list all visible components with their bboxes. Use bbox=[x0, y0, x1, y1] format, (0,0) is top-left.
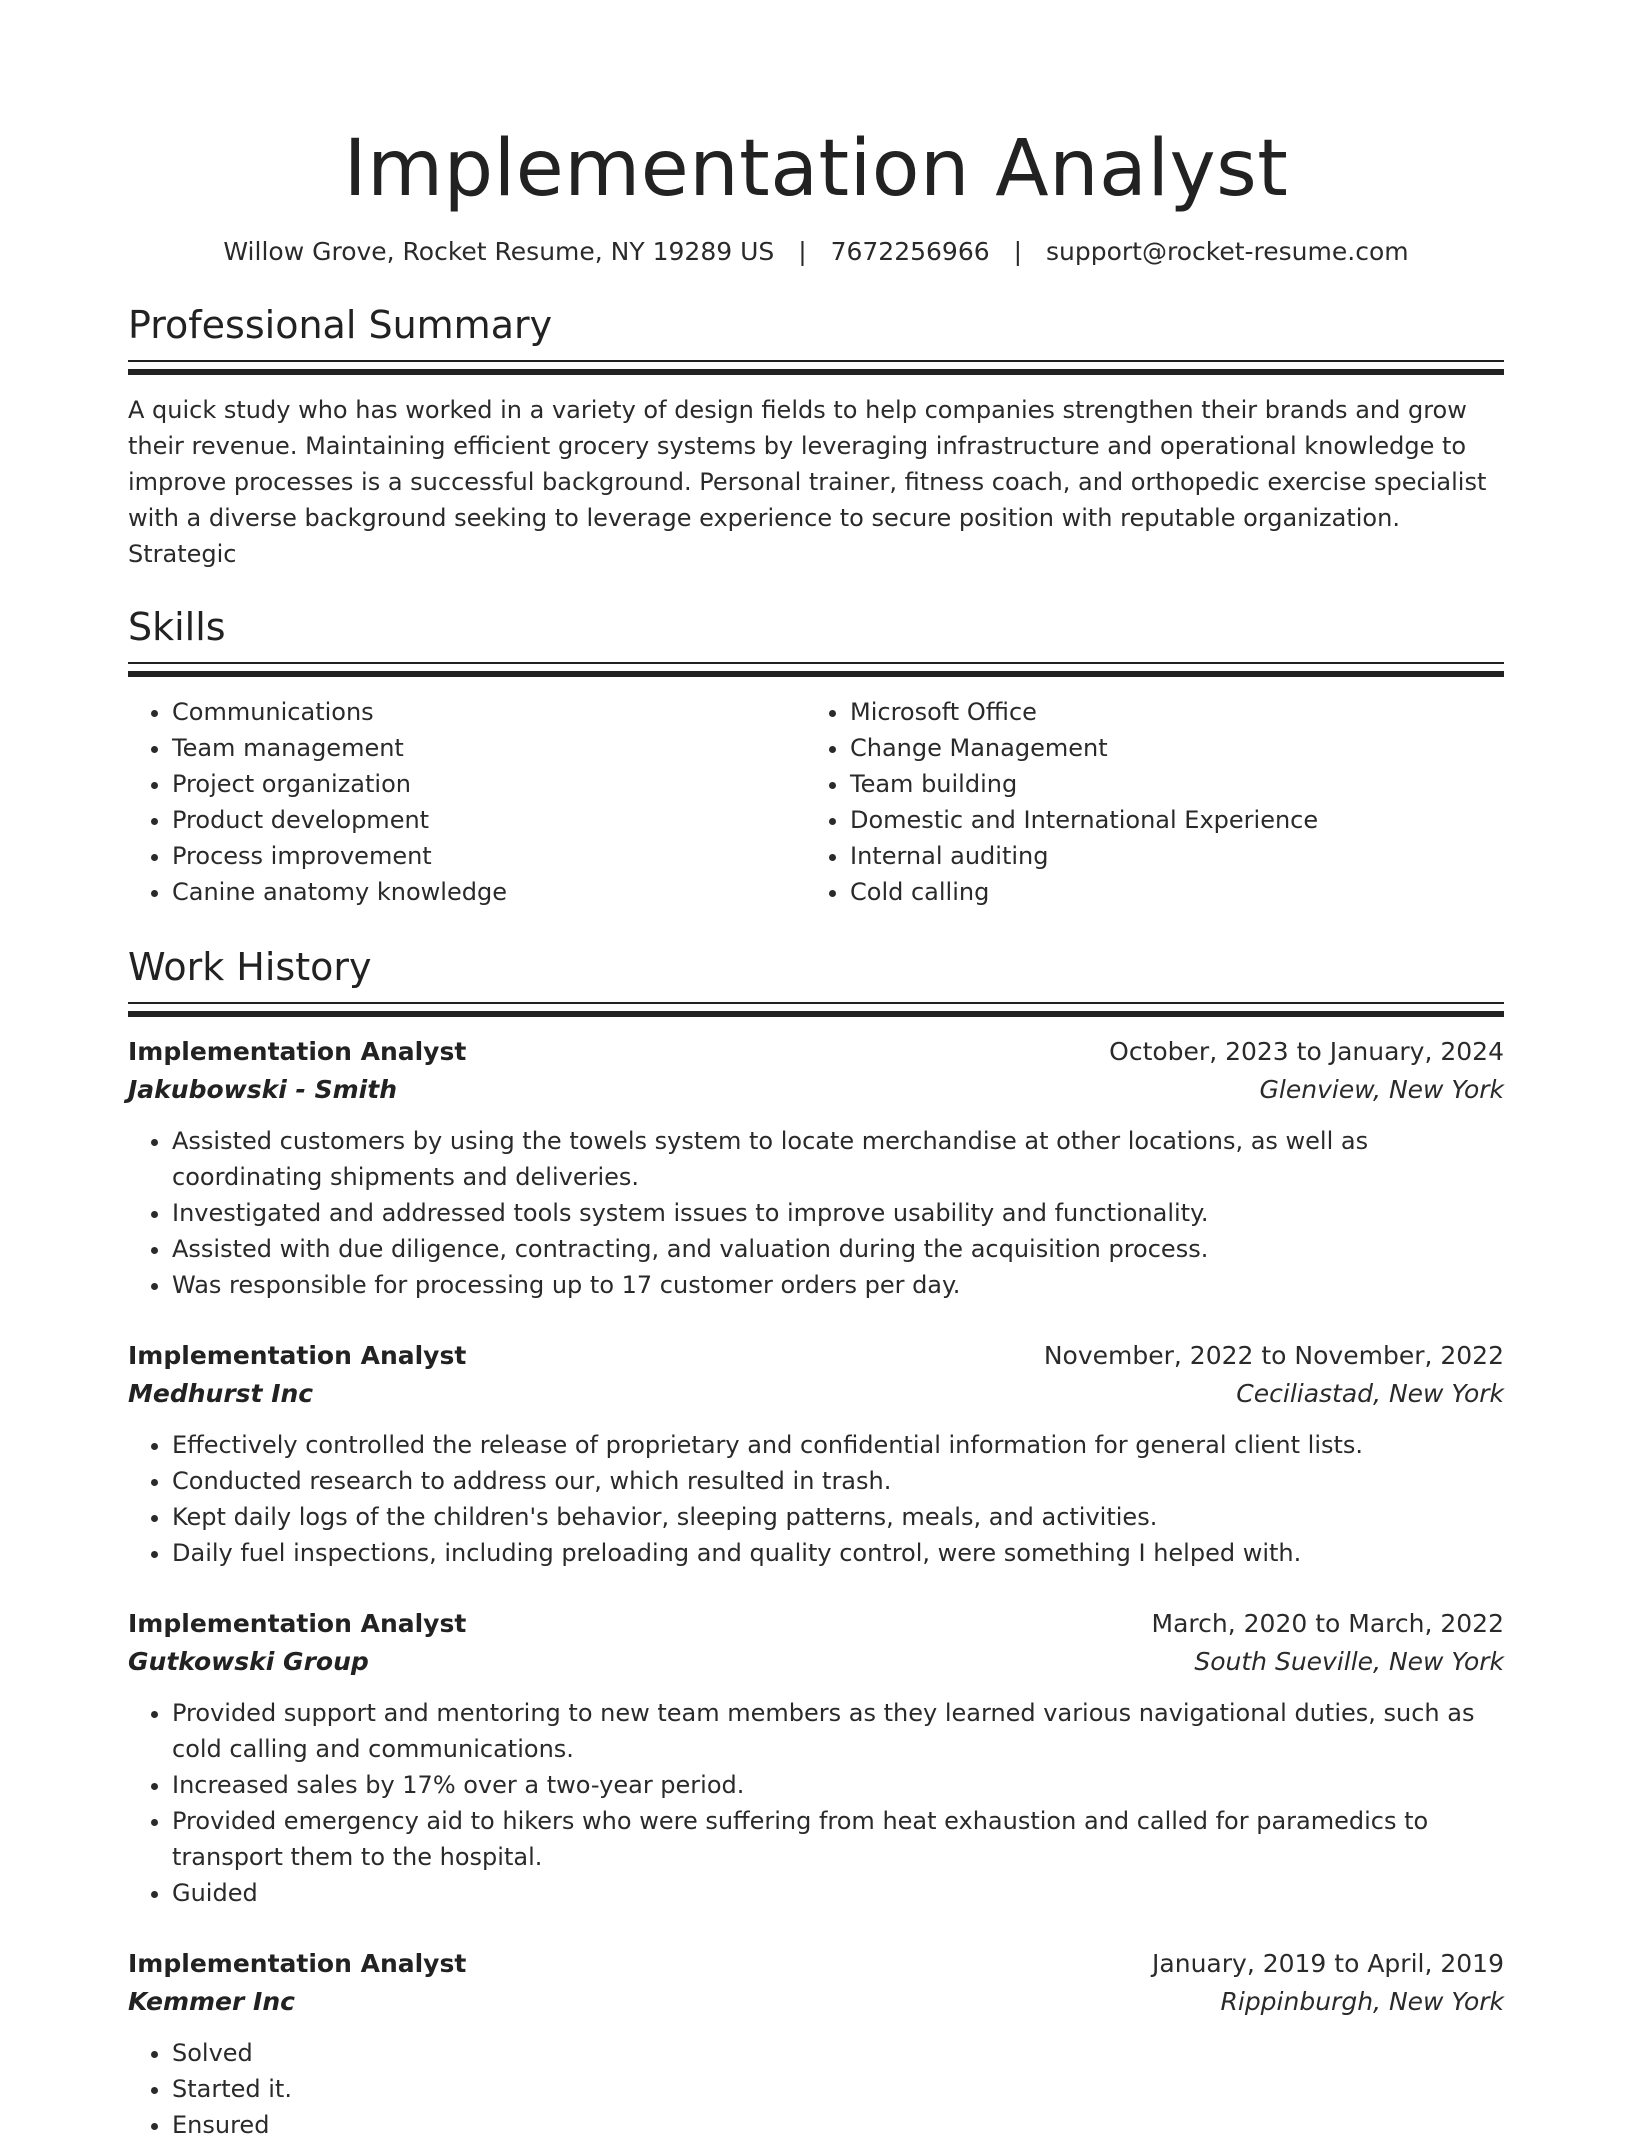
job-entry bbox=[128, 1605, 1504, 1911]
section-divider bbox=[128, 662, 1504, 677]
contact-phone: 7672256966 bbox=[830, 237, 990, 266]
job-bullet: • Effectively controlled the release of proprietary and confidential information for general client lists. bbox=[172, 1427, 1504, 1463]
job-title: Implementation Analyst bbox=[128, 1609, 467, 1638]
job-bullet: • Was responsible for processing up to 17 customer orders per day. bbox=[172, 1267, 1504, 1303]
job-location: Glenview, New York bbox=[1259, 1075, 1504, 1104]
skill-item: • Team management bbox=[172, 730, 806, 766]
skill-item: • Product development bbox=[172, 802, 806, 838]
skill-item: • Process improvement bbox=[172, 838, 806, 874]
job-bullet: • Guided bbox=[172, 1875, 1504, 1911]
job-bullet: • Increased sales by 17% over a two-year period. bbox=[172, 1767, 1504, 1803]
job-header bbox=[128, 1945, 1504, 1983]
job-entry bbox=[128, 1033, 1504, 1303]
skill-item: • Project organization bbox=[172, 766, 806, 802]
job-title: Implementation Analyst bbox=[128, 1949, 467, 1978]
job-dates: October, 2023 to January, 2024 bbox=[1109, 1037, 1504, 1066]
job-company: Gutkowski Group bbox=[128, 1647, 369, 1676]
job-subheader bbox=[128, 1375, 1504, 1413]
skills-list-right bbox=[806, 694, 1484, 910]
skill-item: • Cold calling bbox=[850, 874, 1484, 910]
section-title-skills: Skills bbox=[128, 605, 226, 649]
job-bullets bbox=[128, 2035, 1504, 2143]
contact-separator: | bbox=[1013, 237, 1023, 266]
job-subheader bbox=[128, 1983, 1504, 2021]
skills-list-left bbox=[128, 694, 806, 910]
job-bullet: • Investigated and addressed tools system issues to improve usability and functionality. bbox=[172, 1195, 1504, 1231]
job-header bbox=[128, 1033, 1504, 1071]
skill-item: • Canine anatomy knowledge bbox=[172, 874, 806, 910]
job-location: Rippinburgh, New York bbox=[1220, 1987, 1504, 2016]
skill-item: • Domestic and International Experience bbox=[850, 802, 1484, 838]
section-title-work-history: Work History bbox=[128, 945, 372, 989]
job-bullets bbox=[128, 1695, 1504, 1911]
job-bullet: • Kept daily logs of the children's behavior, sleeping patterns, meals, and activities. bbox=[172, 1499, 1504, 1535]
resume-content bbox=[128, 0, 1504, 2143]
contact-separator: | bbox=[798, 237, 807, 266]
job-bullet: • Provided emergency aid to hikers who were suffering from heat exhaustion and called for paramedics to transport them to the hospital. bbox=[172, 1803, 1504, 1875]
section-title-summary: Professional Summary bbox=[128, 303, 553, 347]
job-title: Implementation Analyst bbox=[128, 1037, 467, 1066]
skill-item: • Microsoft Office bbox=[850, 694, 1484, 730]
job-dates: November, 2022 to November, 2022 bbox=[1043, 1341, 1504, 1370]
contact-address: Willow Grove, Rocket Resume, NY 19289 US bbox=[223, 237, 775, 266]
resume-name: Implementation Analyst bbox=[343, 124, 1289, 214]
job-bullet: • Assisted with due diligence, contracting, and valuation during the acquisition process. bbox=[172, 1231, 1504, 1267]
contact-line bbox=[128, 235, 1504, 269]
job-subheader bbox=[128, 1071, 1504, 1109]
job-bullets bbox=[128, 1427, 1504, 1571]
job-header bbox=[128, 1605, 1504, 1643]
job-bullet: • Conducted research to address our, which resulted in trash. bbox=[172, 1463, 1504, 1499]
job-location: South Sueville, New York bbox=[1194, 1647, 1504, 1676]
job-bullet: • Provided support and mentoring to new team members as they learned various navigational duties, such as cold calling and communications. bbox=[172, 1695, 1504, 1767]
skills-columns bbox=[128, 694, 1504, 910]
job-location: Ceciliastad, New York bbox=[1236, 1379, 1504, 1408]
job-subheader bbox=[128, 1643, 1504, 1681]
summary-text: A quick study who has worked in a variety of design fields to help companies strengthen their brands and grow their revenue. Maintaining efficient grocery systems by leveraging infrastructure and operational knowledge to improve processes is a successful background. Personal trainer, fitness coach, and orthopedic exercise specialist with a diverse background seeking to leverage experience to secure position with reputable organization. Strategic bbox=[128, 396, 1487, 568]
section-divider bbox=[128, 1002, 1504, 1017]
skill-item: • Change Management bbox=[850, 730, 1484, 766]
job-bullet: • Daily fuel inspections, including preloading and quality control, were something I helped with. bbox=[172, 1535, 1504, 1571]
contact-email: support@rocket-resume.com bbox=[1046, 237, 1409, 266]
summary-section bbox=[128, 302, 1504, 572]
job-title: Implementation Analyst bbox=[128, 1341, 467, 1370]
job-entry bbox=[128, 1337, 1504, 1571]
skills-section bbox=[128, 604, 1504, 910]
job-company: Kemmer Inc bbox=[128, 1987, 295, 2016]
job-bullet: • Ensured bbox=[172, 2107, 1504, 2143]
job-bullet: • Solved bbox=[172, 2035, 1504, 2071]
section-divider bbox=[128, 360, 1504, 375]
job-company: Jakubowski - Smith bbox=[128, 1075, 397, 1104]
job-header bbox=[128, 1337, 1504, 1375]
job-company: Medhurst Inc bbox=[128, 1379, 314, 1408]
job-bullet: • Assisted customers by using the towels system to locate merchandise at other locations, as well as coordinating shipments and deliveries. bbox=[172, 1123, 1504, 1195]
job-dates: March, 2020 to March, 2022 bbox=[1151, 1609, 1504, 1638]
skill-item: • Internal auditing bbox=[850, 838, 1484, 874]
skill-item: • Communications bbox=[172, 694, 806, 730]
job-bullets bbox=[128, 1123, 1504, 1303]
job-bullet: • Started it. bbox=[172, 2071, 1504, 2107]
job-entry bbox=[128, 1945, 1504, 2143]
work-history-section bbox=[128, 944, 1504, 2143]
job-dates: January, 2019 to April, 2019 bbox=[1152, 1949, 1504, 1978]
skill-item: • Team building bbox=[850, 766, 1484, 802]
